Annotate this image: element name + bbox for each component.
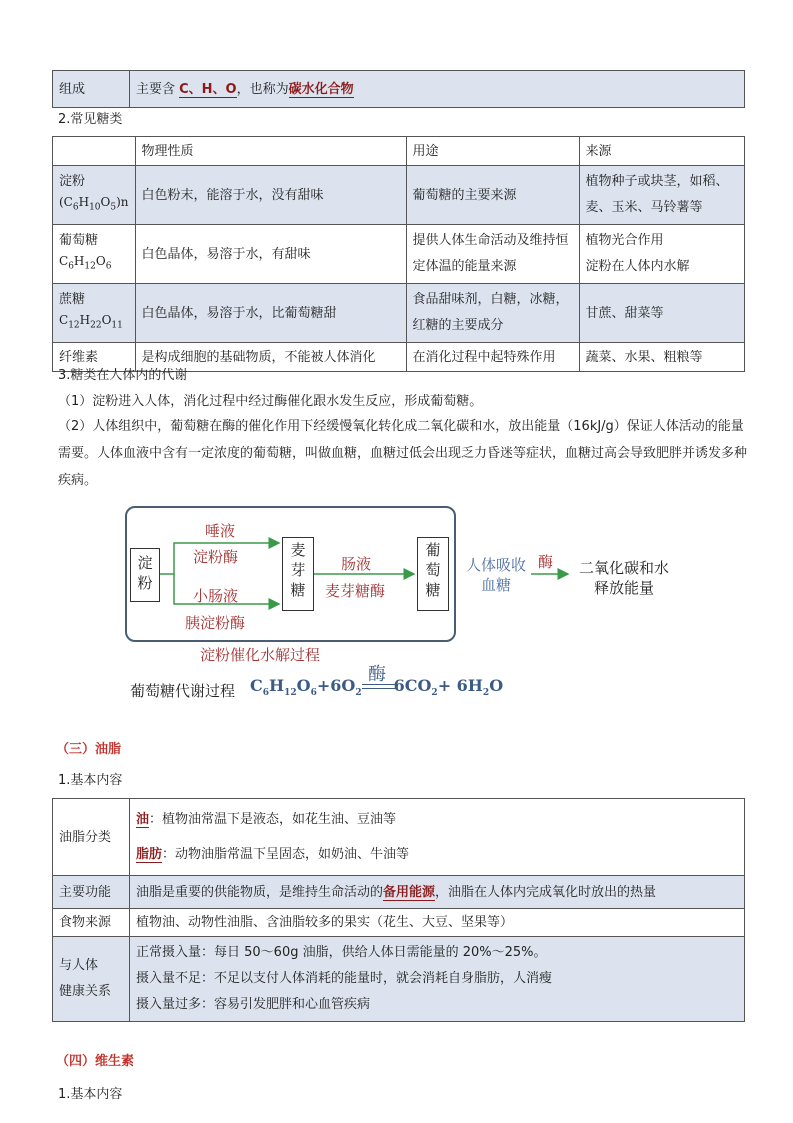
enzyme-label: 酶	[538, 553, 554, 571]
fat-health-line: 摄入量不足：不足以支付人体消耗的能量时，就会消耗自身脂肪，人消瘦	[136, 971, 553, 986]
sugar-source: 植物光合作用	[585, 233, 664, 248]
sugar-source: 淀粉在人体内水解	[585, 259, 690, 274]
fat-health-content	[130, 937, 745, 1022]
intestinal-juice-label: 肠液	[341, 555, 372, 573]
fat-food-content: 植物油、动物性油脂、含油脂较多的果实（花生、大豆、坚果等）	[130, 909, 745, 937]
vitamin-heading: 1.基本内容	[58, 1087, 123, 1102]
fat-health-line: 正常摄入量：每日 50～60g 油脂，供给人体日需能量的 20%～25%。	[136, 945, 547, 960]
fat-health-line: 摄入量过多：容易引发肥胖和心血管疾病	[136, 997, 371, 1012]
sugar-header-source: 来源	[579, 137, 744, 166]
starch-box	[130, 548, 160, 602]
fat-table	[52, 798, 745, 1022]
metabolism-heading: 3.糖类在人体内的代谢	[58, 368, 188, 383]
maltose-label: 麦芽糖	[290, 541, 306, 599]
sugar-use: 提供人体生命活动及维持恒定体温的能量来源	[406, 225, 579, 284]
sugar-formula: $C_{12}H_{22}O_{11}$	[59, 313, 123, 331]
maltase-label: 麦芽糖酶	[325, 582, 386, 600]
composition-text-mid: ，也称为	[236, 81, 289, 97]
sugar-source: 植物种子或块茎，如稻、麦、玉米、马铃薯等	[579, 166, 744, 225]
fat-func-text-2: ，油脂在人体内完成氧化时放出的热量	[435, 884, 657, 900]
caption-label: 淀粉催化水解过程	[200, 646, 321, 664]
glucose-label: 葡萄糖	[425, 541, 441, 599]
fat-health-label-2: 健康关系	[59, 984, 112, 999]
sugar-property: 白色晶体，易溶于水，有甜味	[135, 225, 406, 284]
saliva-label: 唾液	[205, 522, 236, 540]
product-label-2: 释放能量	[593, 579, 654, 597]
fat-func-label: 主要功能	[53, 876, 130, 909]
equation-enzyme: 酶	[368, 664, 386, 685]
starch-enzyme-label: 淀粉酶	[193, 548, 239, 566]
sugar-name: 淀粉	[59, 174, 86, 190]
sugar-formula: $(C_6H_{10}O_5)n$	[59, 195, 129, 213]
fat-func-text-1: 油脂是重要的供能物质，是维持生命活动的	[136, 884, 384, 900]
metabolism-paragraph-1: （1）淀粉进入人体，消化过程中经过酶催化跟水发生反应，形成葡萄糖。	[58, 394, 483, 409]
absorb-label-2: 血糖	[480, 576, 511, 594]
fat-heading: 1.基本内容	[58, 773, 123, 788]
fat-health-label-1: 与人体	[59, 958, 99, 973]
metabolism-paragraph-2: （2）人体组织中，葡萄糖在酶的催化作用下经缓慢氧化转化成二氧化碳和水，放出能量（16kJ/g）保证人体活动的能量需要。人体血液中含有一定浓度的葡萄糖，叫做血糖，血糖过低会出现乏力昏迷等症状，血糖过高会导致肥胖并诱发多种疾病。	[58, 419, 748, 488]
fat-class-content	[130, 799, 745, 876]
sugar-heading: 2.常见糖类	[58, 112, 123, 127]
fat-term: 脂肪	[136, 847, 163, 862]
sugar-source: 甘蔗、甜菜等	[579, 284, 744, 343]
vitamin-title: （四）维生素	[56, 1054, 135, 1069]
equation: $C_6H_{12}O_6+6O_2$ $6CO_2+ 6H_2O$	[250, 676, 504, 699]
fat-class-label: 油脂分类	[53, 799, 130, 876]
product-label-1: 二氧化碳和水	[578, 559, 669, 577]
sugar-name: 葡萄糖	[59, 233, 99, 249]
sugar-property: 白色粉末，能溶于水，没有甜味	[135, 166, 406, 225]
composition-text-before: 主要含	[136, 81, 180, 97]
carbohydrate-term: 碳水化合物	[288, 81, 354, 97]
maltose-box	[282, 537, 314, 611]
sugar-source: 蔬菜、水果、粗粮等	[579, 343, 744, 372]
sugar-property: 是构成细胞的基础物质，不能被人体消化	[135, 343, 406, 372]
sugar-name: 蔗糖	[59, 292, 86, 308]
fat-food-label: 食物来源	[53, 909, 130, 937]
composition-label: 组成	[53, 71, 130, 108]
sugar-use: 食品甜味剂，白糖，冰糖，红糖的主要成分	[406, 284, 579, 343]
sugar-formula: $C_6H_{12}O_6$	[59, 254, 112, 272]
fat-title: （三）油脂	[56, 742, 122, 757]
sugar-use: 葡萄糖的主要来源	[406, 166, 579, 225]
sugar-header-use: 用途	[406, 137, 579, 166]
equation-label: 葡萄糖代谢过程	[130, 682, 236, 700]
sugar-header-property: 物理性质	[135, 137, 406, 166]
small-intestine-label: 小肠液	[193, 587, 239, 605]
oil-term: 油	[136, 812, 150, 827]
oil-line	[136, 802, 738, 837]
sugar-name: 纤维素	[53, 343, 136, 372]
glucose-box	[417, 537, 449, 611]
equation-double-line	[362, 684, 396, 689]
starch-label: 淀粉	[137, 554, 153, 592]
fat-func-content	[130, 876, 745, 909]
fat-line	[136, 837, 738, 872]
pancreatic-enzyme-label: 胰淀粉酶	[185, 614, 246, 632]
sugar-use: 在消化过程中起特殊作用	[406, 343, 579, 372]
elements-highlight: C、H、O	[179, 81, 237, 97]
oil-text: ：植物油常温下是液态，如花生油、豆油等	[149, 812, 397, 827]
reserve-energy-term: 备用能源	[383, 884, 436, 900]
fat-health-label	[53, 937, 130, 1022]
sugar-property: 白色晶体，易溶于水，比葡萄糖甜	[135, 284, 406, 343]
absorb-label-1: 人体吸收	[465, 556, 526, 574]
fat-text: ：动物油脂常温下呈固态，如奶油、牛油等	[162, 847, 410, 862]
